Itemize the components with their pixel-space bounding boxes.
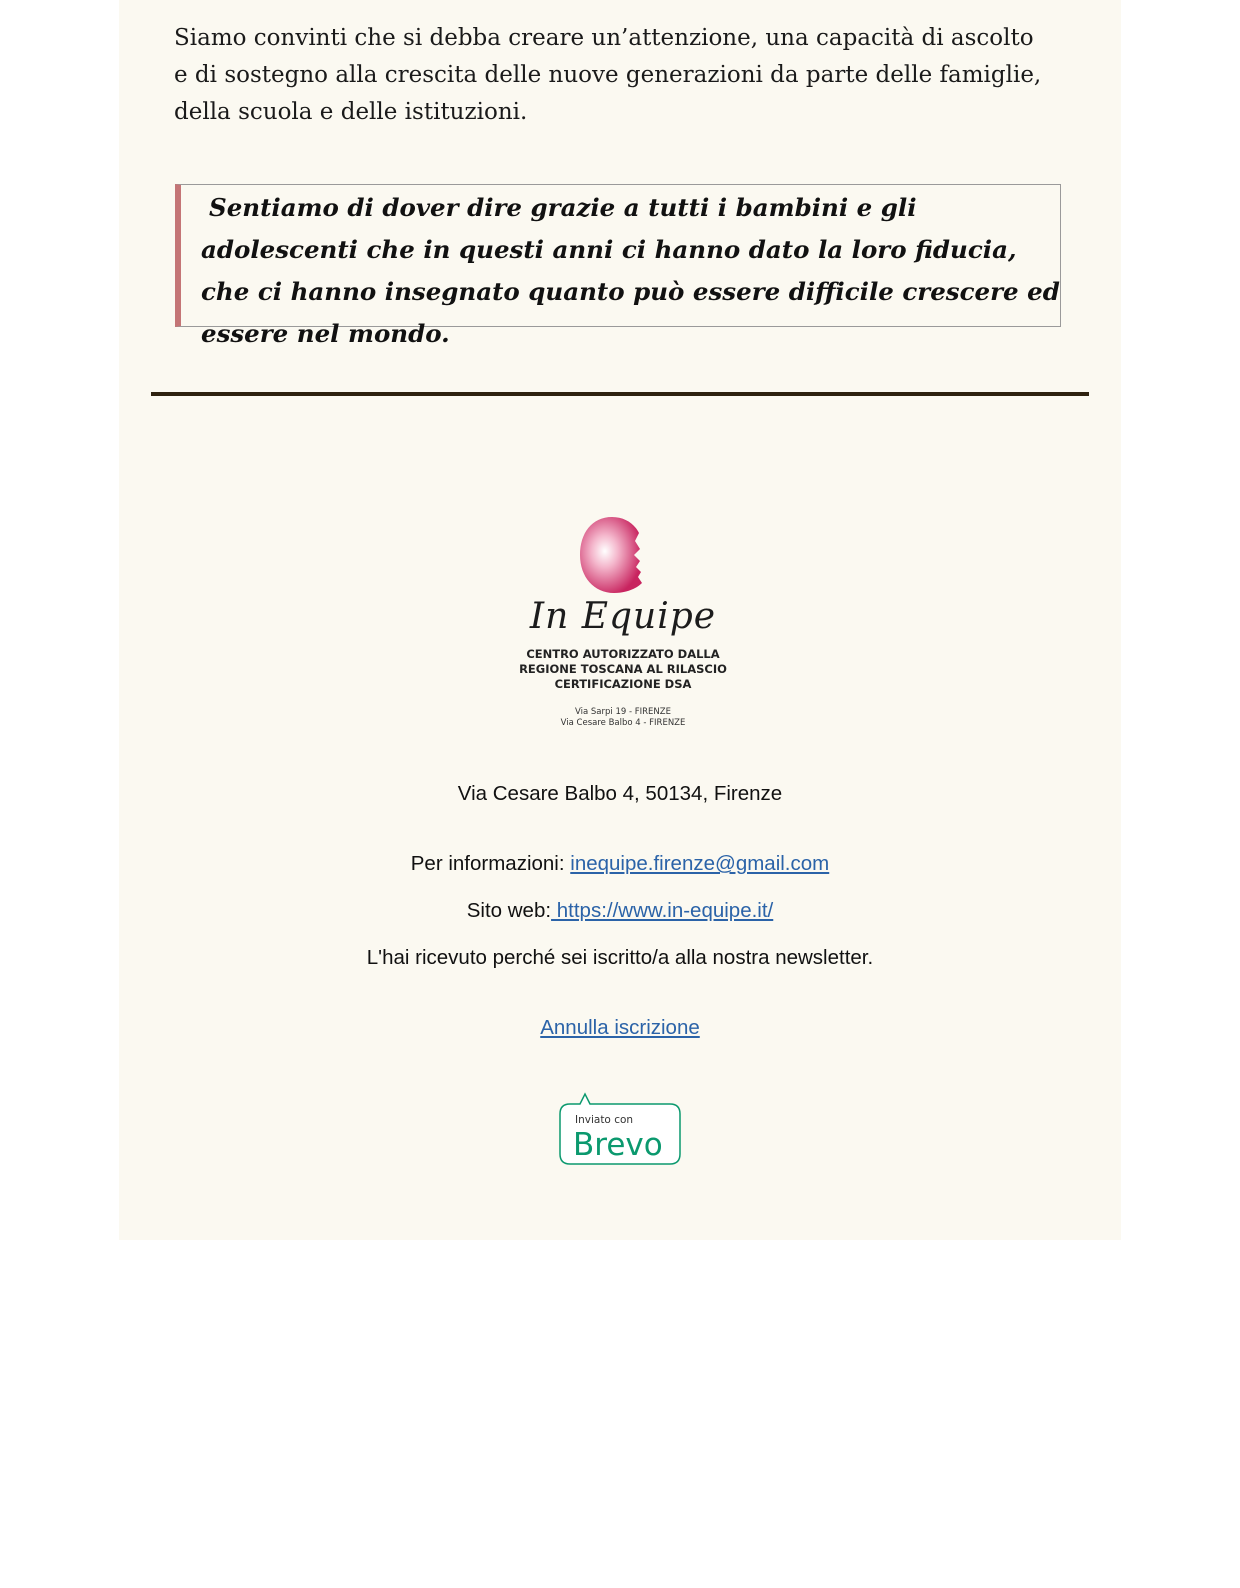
logo-caption	[518, 647, 728, 692]
quote-text: Sentiamo di dover dire grazie a tutti i bambini e gli adolescenti che in questi anni ci hanno dato la loro fiducia, che ci hanno insegnato quanto può essere difficile crescere ed essere nel mondo.	[201, 193, 1060, 348]
email-card	[119, 0, 1121, 1240]
email-link[interactable]: inequipe.firenze@gmail.com	[570, 852, 830, 875]
unsubscribe-line	[119, 1014, 1121, 1042]
web-label: Sito web:	[466, 899, 552, 922]
logo-caption-line: CERTIFICAZIONE DSA	[554, 677, 692, 691]
face-profile-icon	[578, 515, 648, 597]
logo-address	[518, 707, 728, 729]
logo-wordmark: In Equipe	[529, 596, 717, 637]
info-label: Per informazioni:	[410, 852, 571, 875]
website-link[interactable]: https://www.in-equipe.it/	[551, 899, 774, 922]
badge-brand-text: Brevo	[573, 1127, 663, 1163]
badge-small-text: Inviato con	[575, 1114, 634, 1126]
logo-address-line: Via Sarpi 19 - FIRENZE	[575, 707, 671, 717]
section-divider	[151, 392, 1089, 396]
subscription-note: L'hai ricevuto perché sei iscritto/a alla nostra newsletter.	[366, 946, 874, 969]
intro-paragraph: Siamo convinti che si debba creare un’attenzione, una capacità di ascolto e di sostegno alla crescita delle nuove generazioni da parte delle famiglie, della scuola e delle istituzioni.	[174, 25, 1042, 125]
footer-address: Via Cesare Balbo 4, 50134, Firenze	[457, 782, 783, 805]
footer-web-line	[119, 897, 1121, 925]
quote-box	[175, 184, 1061, 348]
in-equipe-logo	[518, 515, 728, 735]
unsubscribe-link[interactable]: Annulla iscrizione	[540, 1016, 700, 1039]
footer-info-line	[119, 850, 1121, 878]
speech-bubble-icon	[558, 1092, 682, 1166]
logo-caption-line: CENTRO AUTORIZZATO DALLA	[526, 647, 720, 661]
logo-caption-line: REGIONE TOSCANA AL RILASCIO	[519, 662, 727, 676]
brevo-badge[interactable]	[558, 1092, 682, 1166]
logo-address-line: Via Cesare Balbo 4 - FIRENZE	[560, 718, 686, 728]
